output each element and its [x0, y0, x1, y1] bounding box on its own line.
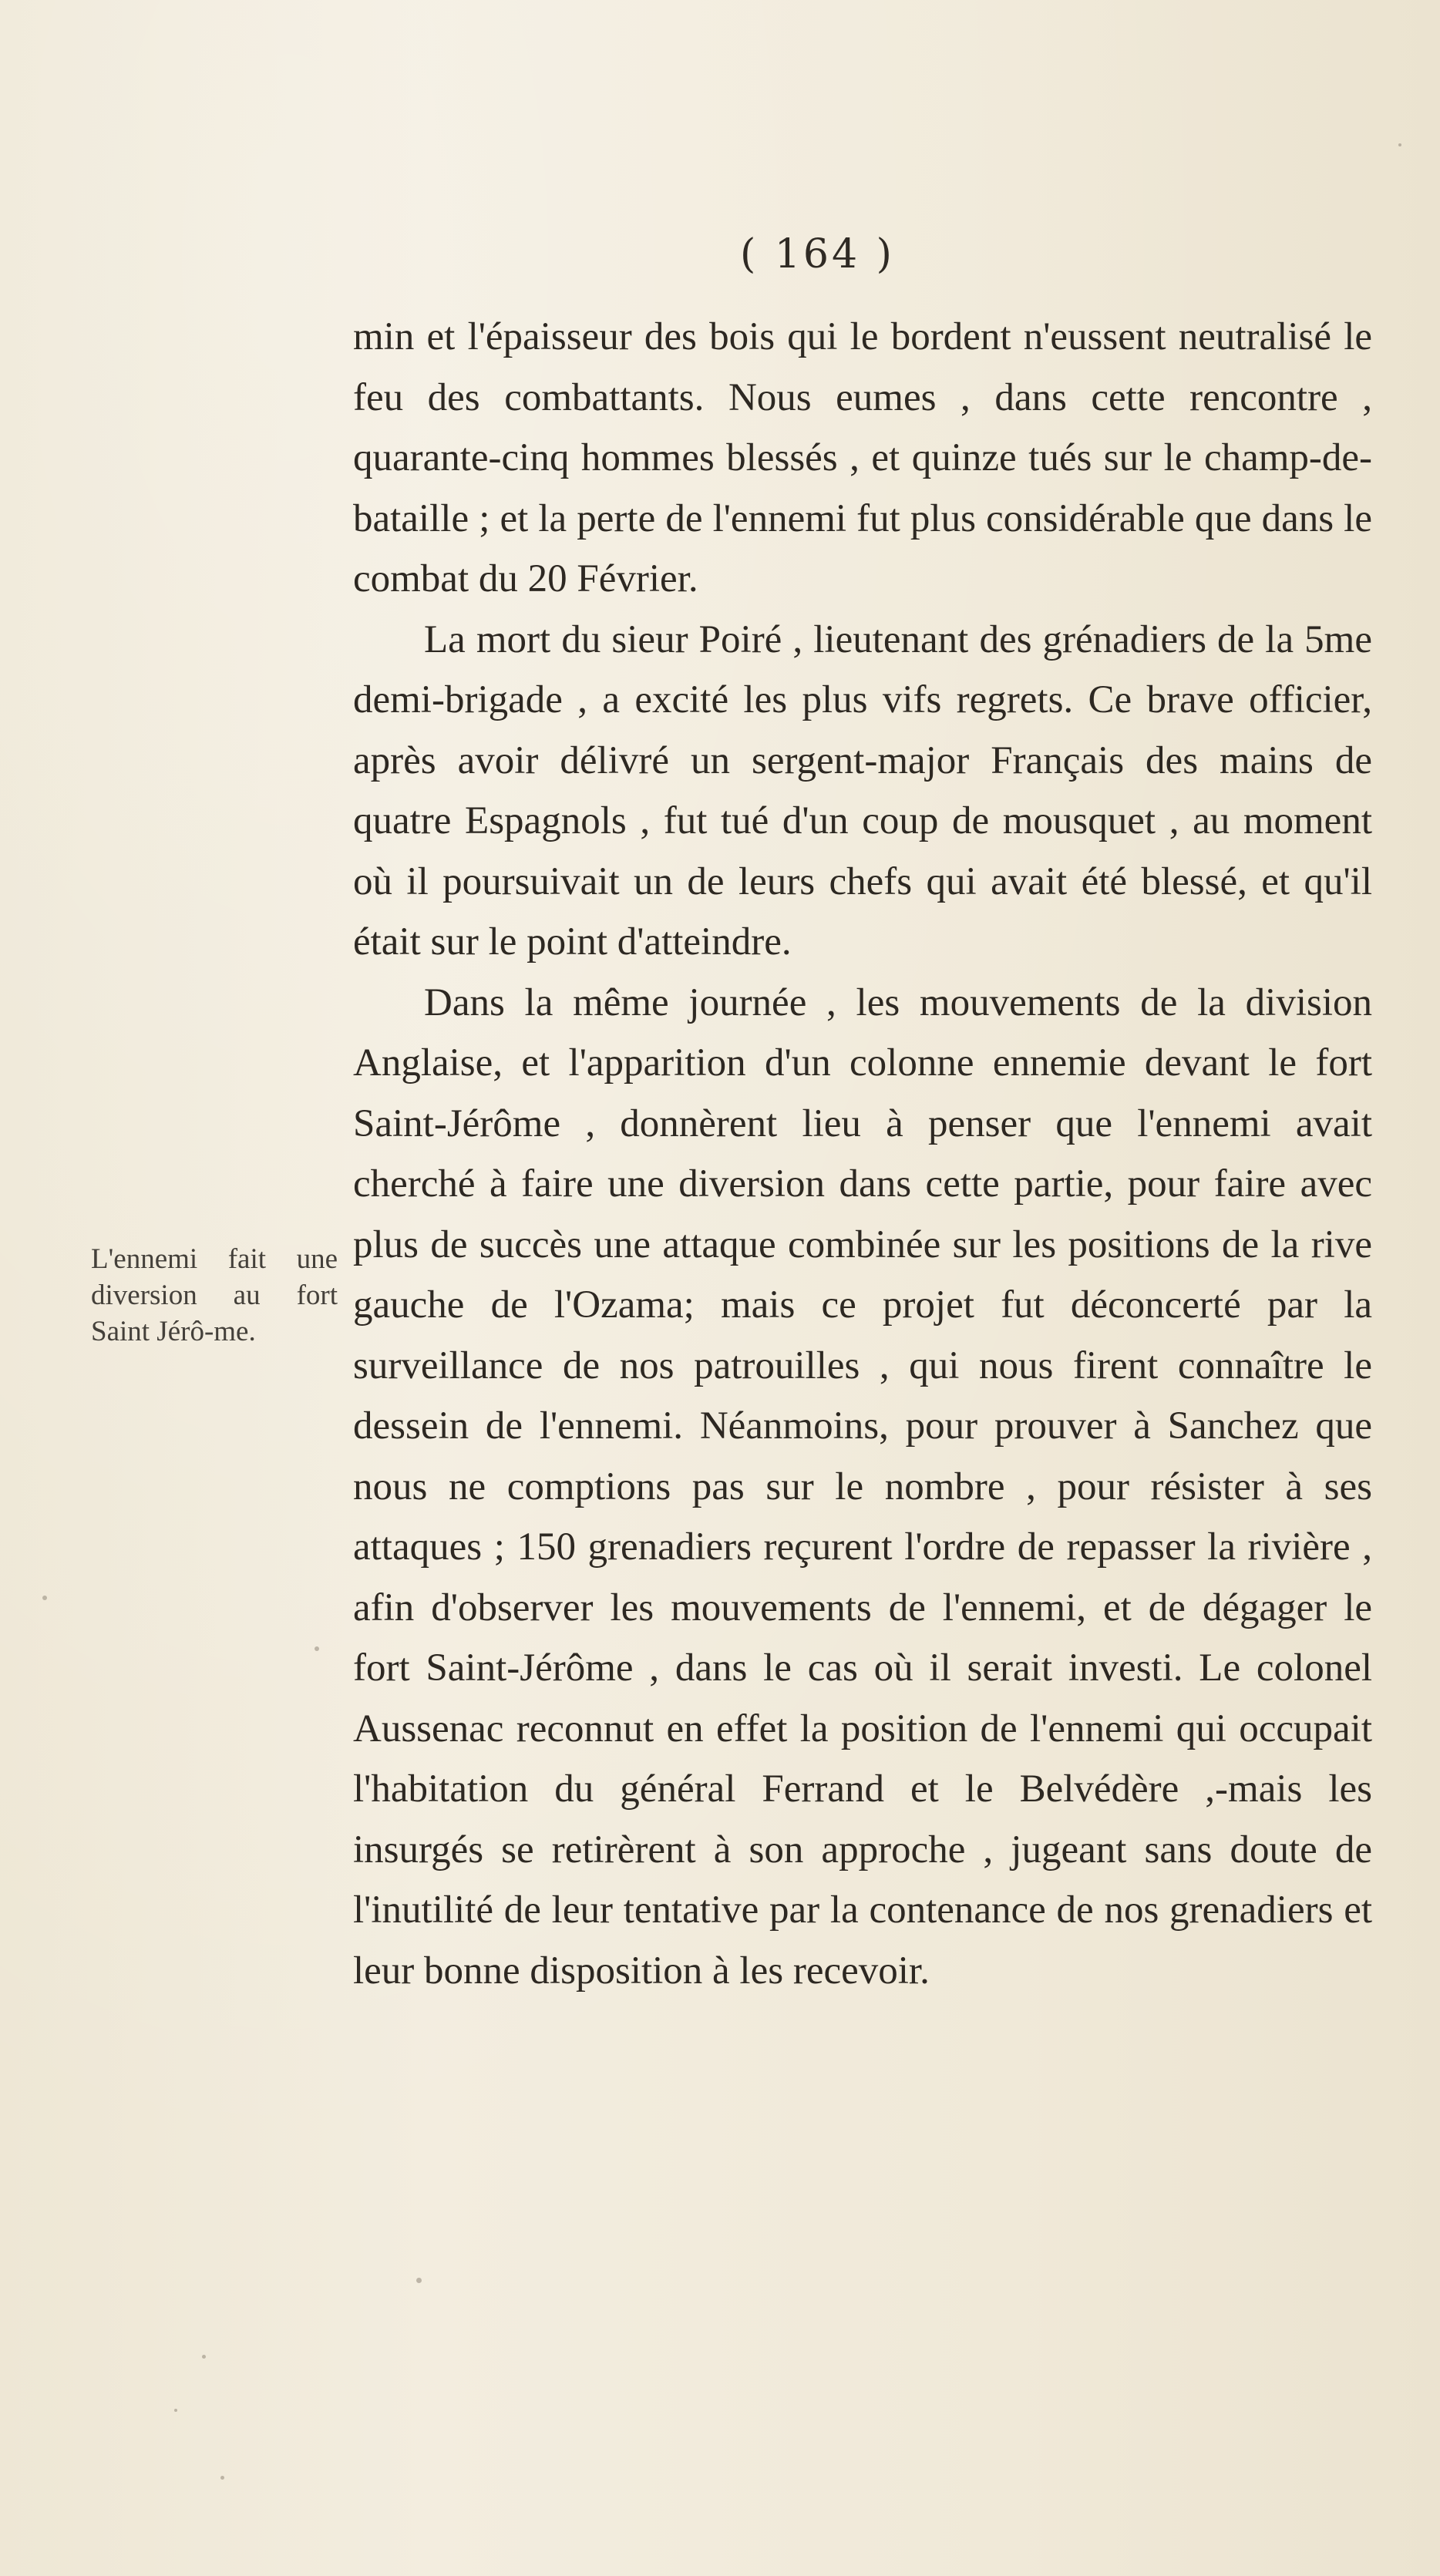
paper-speck	[1398, 143, 1401, 146]
paper-speck	[220, 2476, 224, 2480]
paper-speck	[174, 2409, 177, 2412]
body-text	[353, 307, 1372, 2001]
paper-speck	[315, 1646, 319, 1651]
paper-speck	[202, 2355, 206, 2359]
paragraph-1: min et l'épaisseur des bois qui le bordent n'eussent neutralisé le feu des combattants. Nous eumes , dans cette rencontre , quarante-cinq hommes blessés , et quinze tués sur le champ-de-bataille ; et la perte de l'ennemi fut plus considérable que dans le combat du 20 Février.	[353, 315, 1372, 600]
paragraph-2: La mort du sieur Poiré , lieutenant des grénadiers de la 5me demi-brigade , a excité les plus vifs regrets. Ce brave officier, après avoir délivré un sergent-major Français des mains de quatre Espagnols , fut tué d'un coup de mousquet , au moment où il poursuivait un de leurs chefs qui avait été blessé, et qu'il était sur le point d'atteindre.	[353, 617, 1372, 963]
paragraph-3: Dans la même journée , les mouvements de la division Anglaise, et l'apparition d'un colonne ennemie devant le fort Saint-Jérôme , donnèrent lieu à penser que l'ennemi avait cherché à faire une diversion dans cette partie, pour faire avec plus de succès une attaque combinée sur les positions de la rive gauche de l'Ozama; mais ce projet fut déconcerté par la surveillance de nos patrouilles , qui nous firent connaître le dessein de l'ennemi. Néanmoins, pour prouver à Sanchez que nous ne comptions pas sur le nombre , pour résister à ses attaques ; 150 grenadiers reçurent l'ordre de repasser la rivière , afin d'observer les mouvements de l'ennemi, et de dégager le fort Saint-Jérôme , dans le cas où il serait investi. Le colonel Aussenac reconnut en effet la position de l'ennemi qui occupait l'habitation du général Ferrand et le Belvédère ,-mais les insurgés se retirèrent à son approche , jugeant sans doute de l'inutilité de leur tentative par la contenance de nos grenadiers et leur bonne disposition à les recevoir.	[353, 980, 1372, 1993]
paper-speck	[416, 2278, 422, 2283]
marginal-note: L'ennemi fait une diversion au fort Saint Jérô-me.	[91, 1243, 338, 1347]
page-number: ( 164 )	[740, 231, 895, 277]
paper-speck	[42, 1596, 47, 1600]
